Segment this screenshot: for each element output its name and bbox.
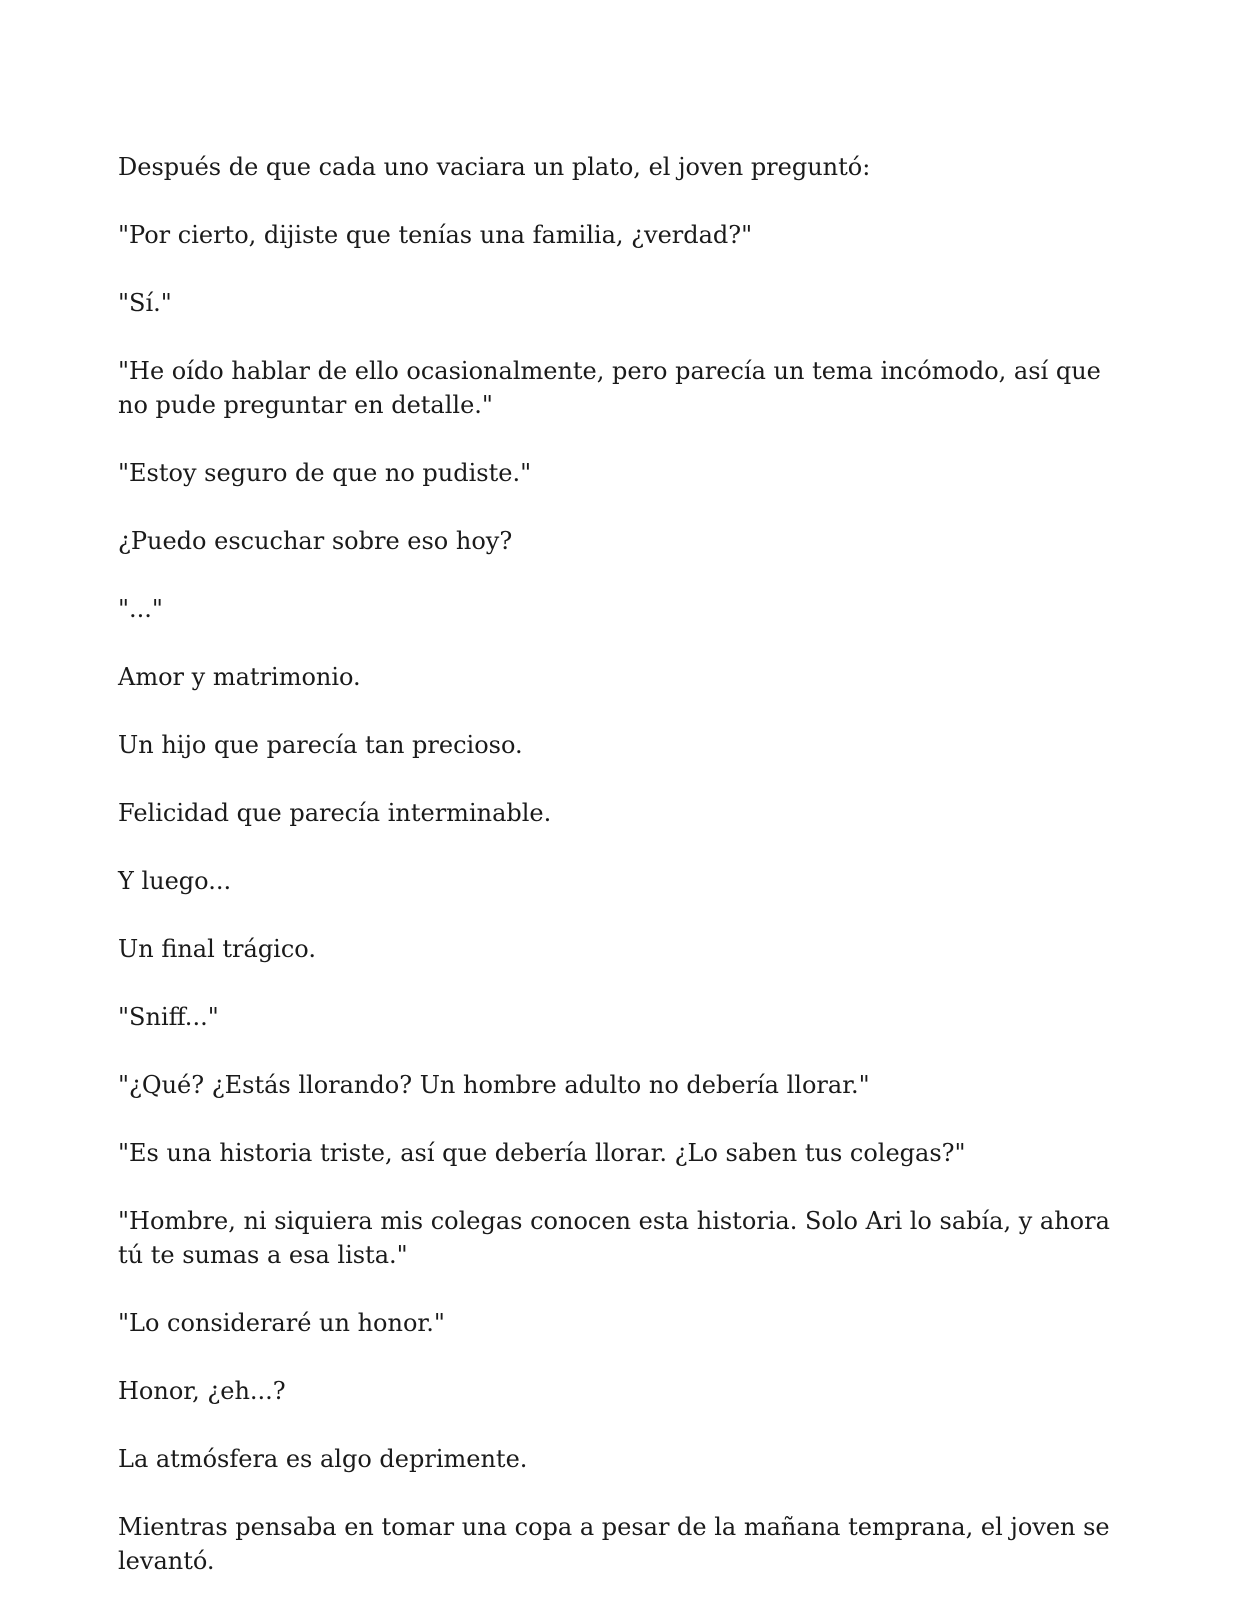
paragraph: Honor, ¿eh...? — [118, 1377, 286, 1405]
paragraph: "Sí." — [118, 289, 172, 317]
paragraph: Felicidad que parecía interminable. — [118, 799, 552, 827]
paragraph: "He oído hablar de ello ocasionalmente, pero parecía un tema incómodo, así que no pude preguntar en detalle." — [118, 357, 1101, 419]
paragraph: "Por cierto, dijiste que tenías una familia, ¿verdad?" — [118, 221, 753, 249]
paragraph: La atmósfera es algo deprimente. — [118, 1445, 528, 1473]
paragraph: "..." — [118, 595, 163, 623]
paragraph: ¿Puedo escuchar sobre eso hoy? — [118, 527, 513, 555]
paragraph: "Es una historia triste, así que debería llorar. ¿Lo saben tus colegas?" — [118, 1139, 966, 1167]
paragraph: "Sniff..." — [118, 1003, 219, 1031]
document-body — [118, 150, 1128, 1612]
paragraph: Después de que cada uno vaciara un plato, el joven preguntó: — [118, 153, 871, 181]
paragraph: Un final trágico. — [118, 935, 316, 963]
paragraph: "Estoy seguro de que no pudiste." — [118, 459, 532, 487]
paragraph: Amor y matrimonio. — [118, 663, 361, 691]
paragraph: "¿Qué? ¿Estás llorando? Un hombre adulto no debería llorar." — [118, 1071, 870, 1099]
paragraph: Un hijo que parecía tan precioso. — [118, 731, 523, 759]
paragraph: Y luego... — [118, 867, 232, 895]
paragraph: Mientras pensaba en tomar una copa a pesar de la mañana temprana, el joven se levantó. — [118, 1513, 1110, 1575]
paragraph: "Hombre, ni siquiera mis colegas conocen esta historia. Solo Ari lo sabía, y ahora tú te sumas a esa lista." — [118, 1207, 1110, 1269]
paragraph: "Lo consideraré un honor." — [118, 1309, 445, 1337]
